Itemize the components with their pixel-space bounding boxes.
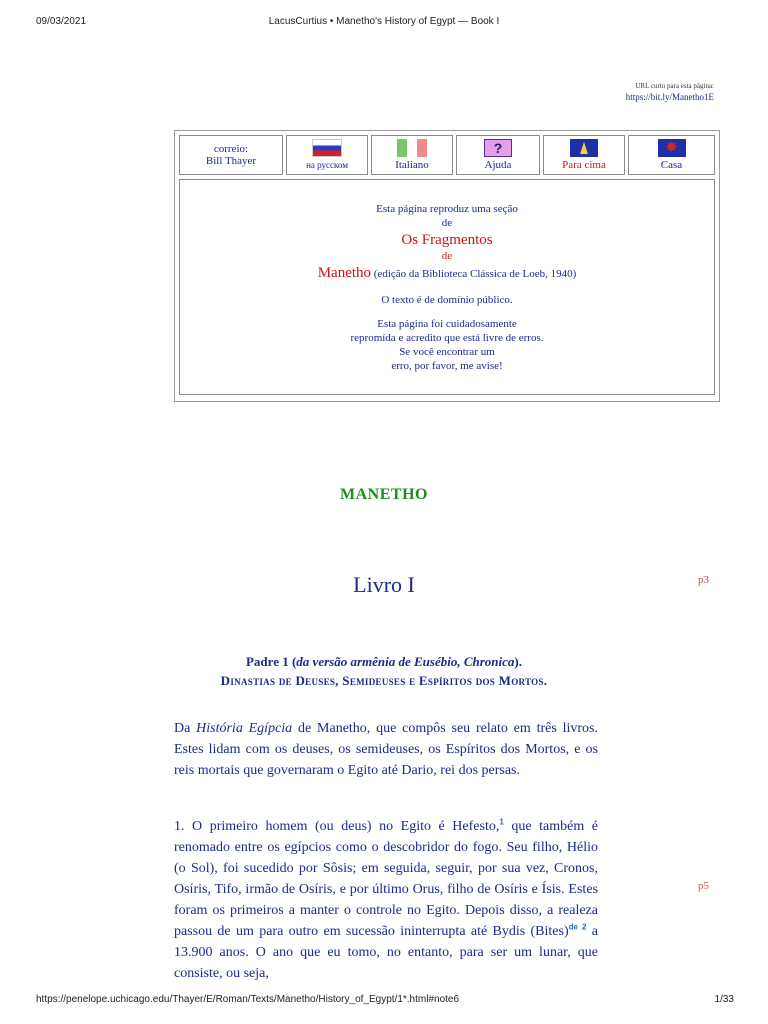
para2-a: 1. O primeiro homem (ou deus) no Egito é Hefesto, (174, 819, 500, 834)
book-title: Livro I (353, 572, 415, 597)
care-line1: Esta página foi cuidadosamente (377, 318, 517, 330)
russian-link[interactable] (286, 135, 368, 175)
mail-name[interactable]: Bill Thayer (205, 155, 257, 167)
italian-link[interactable] (371, 135, 453, 175)
page-marker-p3[interactable]: p3 (698, 574, 709, 586)
mail-label: correio: (213, 143, 249, 155)
home-link[interactable] (628, 135, 715, 175)
site-nav-box (174, 130, 720, 402)
page-marker-p5[interactable]: p5 (698, 880, 709, 892)
short-url-block (626, 82, 714, 102)
edition-text: (edição da Biblioteca Clássica de Loeb, 1940) (371, 268, 577, 280)
russian-flag-icon (312, 139, 342, 157)
fragment-title-c: ). (514, 654, 523, 669)
fragment-title (0, 652, 768, 671)
dynasties-subtitle: Dinastias de Deuses, Semideuses e Espíritos dos Mortos. (220, 673, 548, 688)
care-line3: Se você encontrar um (399, 346, 495, 358)
para2-b: que também é renomado entre os egípcios como o descobridor do fogo. Seu filho, Hélio (o Sol), foi sucedido por Sôsis; em seguida, seguir, por sua vez, Cronos, Osíris, Tifo, irmão de Osíris, e por último Orus, filho de Osíris e Ísis. Estes foram os primeiros a manter o controle no Egito. Depois disso, a realeza passou de um para outro em sucessão ininterrupta até Bydis (Bites) (174, 819, 598, 939)
print-url: https://penelope.uchicago.edu/Thayer/E/Roman/Texts/Manetho/History_of_Egypt/1*.html#note6 (36, 994, 460, 1005)
author-link[interactable]: Manetho (317, 265, 372, 281)
care-line4 (180, 359, 714, 373)
paragraph-1 (174, 816, 598, 984)
care-line2: repromída e acredito que está livre de erros. (350, 332, 544, 344)
short-url-link[interactable]: https://bit.ly/Manetho1E (625, 92, 714, 102)
italian-flag-icon (397, 139, 427, 157)
print-title: LacusCurtius • Manetho's History of Egypt — Book I (268, 16, 500, 27)
work-title-link[interactable]: Os Fragmentos (401, 232, 493, 248)
footnote-1-link[interactable]: 1 (499, 817, 504, 827)
up-label: Para cima (562, 159, 606, 171)
russian-label: на русском (306, 160, 348, 170)
home-label: Casa (660, 159, 683, 171)
print-footer (0, 994, 768, 1010)
para1-title: História Egípcia (196, 721, 293, 736)
care-line4-text: erro, (391, 360, 415, 372)
fragment-heading (0, 652, 768, 690)
contact-link[interactable]: por favor, me avise! (414, 360, 503, 372)
home-icon (658, 139, 686, 157)
public-domain-note: O texto é de domínio público. (381, 294, 513, 306)
footnote-2-link[interactable]: de 2 (568, 922, 587, 932)
para2-c: a 13.900 anos. O ano que eu tomo, no entanto, para ser um lunar, que consiste, ou seja, (174, 924, 598, 981)
print-page-count: 1/33 (714, 994, 734, 1005)
author-line (180, 263, 714, 283)
info-line1: Esta página reproduz uma seção (376, 203, 518, 215)
para1-a: Da (174, 721, 197, 736)
mail-link[interactable] (179, 135, 283, 175)
paragraph-intro (174, 718, 598, 781)
fragment-title-a: Padre 1 ( (245, 654, 297, 669)
help-icon: ? (484, 139, 512, 157)
up-arrow-icon (570, 139, 598, 157)
help-link[interactable] (456, 135, 540, 175)
short-url-label: URL curto para esta página: (635, 82, 714, 90)
info-de2: de (441, 250, 453, 262)
print-header (0, 16, 768, 32)
up-link[interactable] (543, 135, 625, 175)
info-de1: de (441, 217, 453, 229)
italian-label: Italiano (395, 159, 429, 171)
help-label: Ajuda (484, 159, 512, 171)
nav-bar (179, 135, 715, 175)
author-heading: MANETHO (340, 486, 428, 503)
para1-c: de Manetho, que compôs seu relato em três livros. Estes lidam com os deuses, os semideuses, os Espíritos dos Mortos, e os reis mortais que governaram o Egito até Dario, rei dos persas. (174, 721, 598, 778)
print-date: 09/03/2021 (36, 16, 87, 27)
fragment-source: da versão armênia de Eusébio, Chronica (296, 654, 515, 669)
source-info-box (179, 179, 715, 395)
